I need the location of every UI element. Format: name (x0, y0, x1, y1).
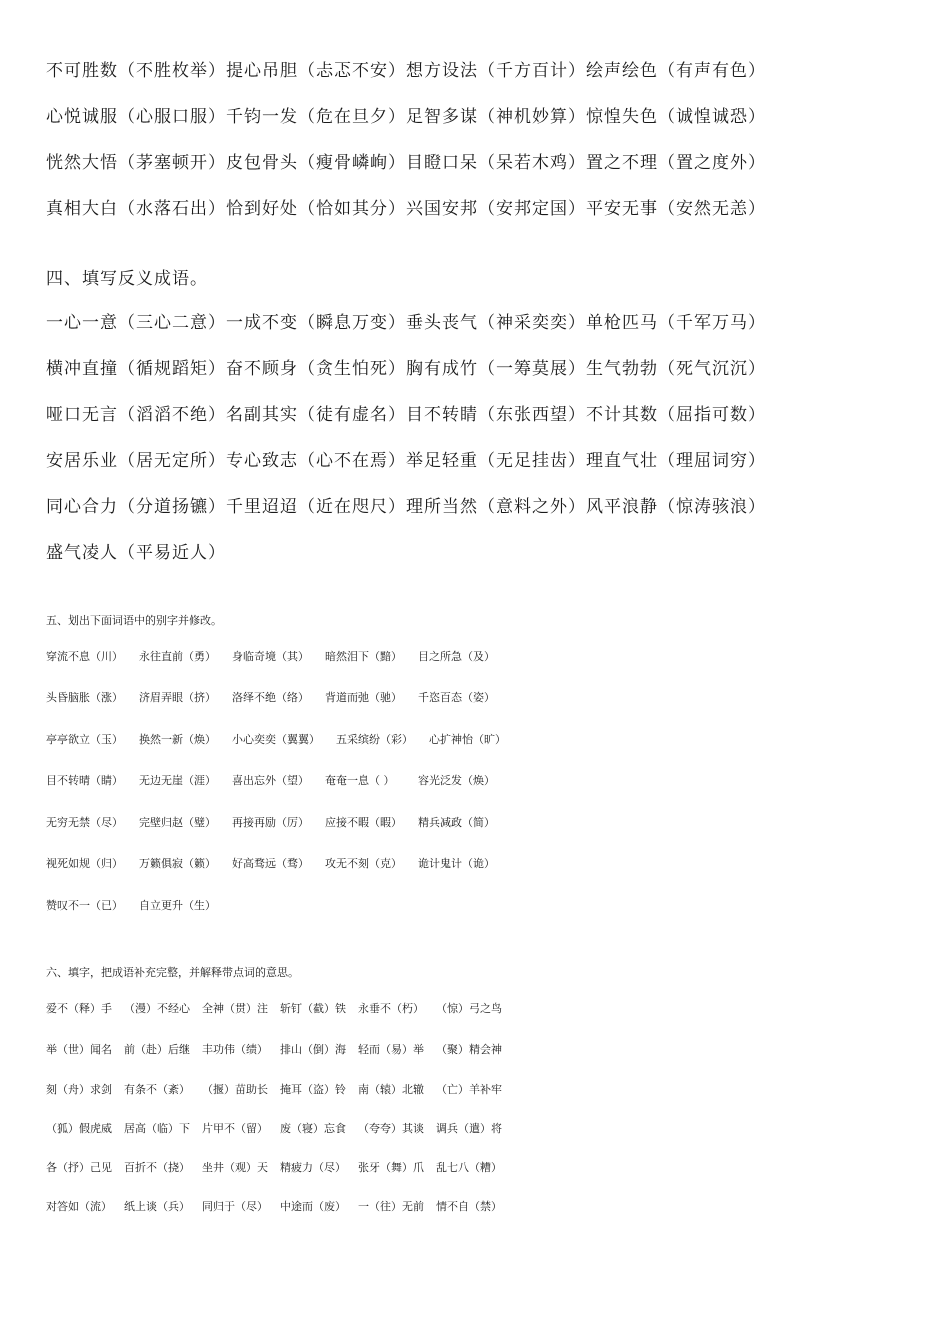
idiom-pair: 哑口无言（滔滔不绝） (46, 405, 226, 425)
idiom-item: 奄奄一息（ ） (325, 774, 395, 787)
idiom-row (46, 492, 766, 517)
idiom-row (46, 538, 226, 563)
idiom-item: （漫）不经心 (124, 1002, 190, 1015)
idiom-item: （狐）假虎威 (46, 1122, 112, 1135)
idiom-item: 千恣百态（姿） (418, 691, 495, 704)
idiom-item: 全神（贯）注 (202, 1002, 268, 1015)
idiom-item: 斩钉（截）铁 (280, 1002, 346, 1015)
idiom-item: 背道而弛（驰） (325, 691, 402, 704)
idiom-pair: 理直气壮（理屈词穷） (586, 451, 766, 471)
idiom-item: 洛绎不绝（络） (232, 691, 309, 704)
idiom-item: 张牙（舞）爪 (358, 1161, 424, 1174)
idiom-item: 无穷无禁（尽） (46, 816, 123, 829)
idiom-item: 诡计鬼计（诡） (418, 857, 495, 870)
idiom-pair: 千里迢迢（近在咫尺） (226, 497, 406, 517)
idiom-item: 五采缤纷（彩） (336, 733, 413, 746)
idiom-item: 轻而（易）举 (358, 1043, 424, 1056)
idiom-item: 同归于（尽） (202, 1200, 268, 1213)
idiom-item: 对答如（流） (46, 1200, 112, 1213)
idiom-pair: 一成不变（瞬息万变） (226, 313, 406, 333)
idiom-pair: 兴国安邦（安邦定国） (406, 199, 586, 219)
idiom-item: 一（往）无前 (358, 1200, 424, 1213)
idiom-item: 小心奕奕（翼翼） (232, 733, 320, 746)
idiom-pair: 名副其实（徒有虚名） (226, 405, 406, 425)
idiom-row (46, 772, 495, 788)
idiom-item: 应接不暇（暇） (325, 816, 402, 829)
idiom-pair: 真相大白（水落石出） (46, 199, 226, 219)
idiom-item: 心扩神怡（旷） (429, 733, 506, 746)
idiom-row (46, 102, 766, 127)
idiom-item: 视死如规（归） (46, 857, 123, 870)
idiom-pair: 足智多谋（神机妙算） (406, 107, 586, 127)
idiom-pair: 千钧一发（危在旦夕） (226, 107, 406, 127)
idiom-row (46, 1000, 502, 1016)
idiom-row (46, 1120, 502, 1136)
idiom-item: 永往直前（勇） (139, 650, 216, 663)
idiom-item: 自立更升（生） (139, 899, 216, 912)
section-heading: 五、划出下面词语中的别字并修改。 (46, 614, 222, 627)
idiom-item: （聚）精会神 (436, 1043, 502, 1056)
idiom-pair: 一心一意（三心二意） (46, 313, 226, 333)
idiom-row (46, 308, 766, 333)
idiom-pair: 单枪匹马（千军万马） (586, 313, 766, 333)
idiom-item: 精兵减政（简） (418, 816, 495, 829)
idiom-item: 爱不（释）手 (46, 1002, 112, 1015)
idiom-pair: 惊惶失色（诚惶诚恐） (586, 107, 766, 127)
idiom-row (46, 897, 216, 913)
idiom-item: 完壁归赵（璧） (139, 816, 216, 829)
idiom-item: 刻（舟）求剑 (46, 1083, 112, 1096)
idiom-item: 穿流不息（川） (46, 650, 123, 663)
idiom-item: 排山（倒）海 (280, 1043, 346, 1056)
idiom-pair: 恰到好处（恰如其分） (226, 199, 406, 219)
idiom-item: 目不转晴（睛） (46, 774, 123, 787)
section-heading: 六、填字，把成语补充完整，并解释带点词的意思。 (46, 966, 299, 979)
idiom-item: 亭亭欲立（玉） (46, 733, 123, 746)
idiom-pair: 横冲直撞（循规蹈矩） (46, 359, 226, 379)
idiom-item: 目之所急（及） (418, 650, 495, 663)
idiom-item: 赞叹不一（已） (46, 899, 123, 912)
idiom-item: 调兵（遣）将 (436, 1122, 502, 1135)
idiom-item: 好高骛远（骛） (232, 857, 309, 870)
idiom-item: 掩耳（盗）铃 (280, 1083, 346, 1096)
idiom-item: 有条不（紊） (124, 1083, 190, 1096)
idiom-item: （夸夸）其谈 (358, 1122, 424, 1135)
idiom-item: 济眉弄眼（挤） (139, 691, 216, 704)
idiom-row (46, 855, 495, 871)
idiom-row (46, 814, 495, 830)
idiom-item: 头昏脑胀（涨） (46, 691, 123, 704)
idiom-item: 喜出忘外（望） (232, 774, 309, 787)
idiom-item: 中途而（废） (280, 1200, 346, 1213)
idiom-pair: 举足轻重（无足挂齿） (406, 451, 586, 471)
idiom-item: 废（寝）忘食 (280, 1122, 346, 1135)
idiom-row (46, 731, 506, 747)
idiom-pair: 专心致志（心不在焉） (226, 451, 406, 471)
idiom-row (46, 1198, 502, 1214)
idiom-row (46, 446, 766, 471)
idiom-pair: 目不转睛（东张西望） (406, 405, 586, 425)
idiom-item: 身临奇境（其） (232, 650, 309, 663)
idiom-pair: 平安无事（安然无恙） (586, 199, 766, 219)
section-heading: 四、填写反义成语。 (46, 269, 208, 289)
idiom-item: 乱七八（糟） (436, 1161, 502, 1174)
idiom-item: 南（辕）北辙 (358, 1083, 424, 1096)
idiom-row (46, 689, 495, 705)
idiom-pair: 奋不顾身（贪生怕死） (226, 359, 406, 379)
idiom-item: 居高（临）下 (124, 1122, 190, 1135)
idiom-row (46, 148, 766, 173)
idiom-pair: 恍然大悟（茅塞顿开） (46, 153, 226, 173)
idiom-pair: 不可胜数（不胜枚举） (46, 61, 226, 81)
idiom-row (46, 1081, 502, 1097)
idiom-item: 丰功伟（绩） (202, 1043, 268, 1056)
idiom-item: 举（世）闻名 (46, 1043, 112, 1056)
idiom-item: 片甲不（留） (202, 1122, 268, 1135)
idiom-item: 万籁俱寂（籁） (139, 857, 216, 870)
idiom-pair: 想方设法（千方百计） (406, 61, 586, 81)
idiom-item: （揠）苗助长 (202, 1083, 268, 1096)
idiom-item: 精疲力（尽） (280, 1161, 346, 1174)
idiom-pair: 生气勃勃（死气沉沉） (586, 359, 766, 379)
idiom-pair: 胸有成竹（一筹莫展） (406, 359, 586, 379)
idiom-item: 暗然泪下（黯） (325, 650, 402, 663)
idiom-pair: 提心吊胆（忐忑不安） (226, 61, 406, 81)
idiom-pair: 垂头丧气（神采奕奕） (406, 313, 586, 333)
idiom-row (46, 1159, 502, 1175)
idiom-pair: 绘声绘色（有声有色） (586, 61, 766, 81)
idiom-row (46, 648, 495, 664)
idiom-pair: 皮包骨头（瘦骨嶙峋） (226, 153, 406, 173)
idiom-item: 纸上谈（兵） (124, 1200, 190, 1213)
idiom-row (46, 1041, 502, 1057)
idiom-item: 无边无崖（涯） (139, 774, 216, 787)
idiom-item: 容光泛发（焕） (418, 774, 495, 787)
idiom-item: 再接再励（厉） (232, 816, 309, 829)
idiom-pair: 不计其数（屈指可数） (586, 405, 766, 425)
idiom-pair: 目瞪口呆（呆若木鸡） (406, 153, 586, 173)
idiom-item: 前（赴）后继 (124, 1043, 190, 1056)
idiom-pair: 心悦诚服（心服口服） (46, 107, 226, 127)
idiom-row (46, 400, 766, 425)
idiom-item: 百折不（挠） (124, 1161, 190, 1174)
idiom-pair: 置之不理（置之度外） (586, 153, 766, 173)
idiom-pair: 理所当然（意料之外） (406, 497, 586, 517)
idiom-item: （惊）弓之鸟 (436, 1002, 502, 1015)
idiom-item: 各（抒）己见 (46, 1161, 112, 1174)
idiom-row (46, 56, 766, 81)
idiom-item: 坐井（观）天 (202, 1161, 268, 1174)
idiom-pair: 安居乐业（居无定所） (46, 451, 226, 471)
idiom-item: 换然一新（焕） (139, 733, 216, 746)
idiom-pair: 盛气凌人（平易近人） (46, 543, 226, 563)
idiom-row (46, 354, 766, 379)
idiom-item: （亡）羊补牢 (436, 1083, 502, 1096)
idiom-row (46, 194, 766, 219)
idiom-pair: 风平浪静（惊涛骇浪） (586, 497, 766, 517)
idiom-item: 情不自（禁） (436, 1200, 502, 1213)
idiom-item: 永垂不（朽） (358, 1002, 424, 1015)
idiom-pair: 同心合力（分道扬镳） (46, 497, 226, 517)
idiom-item: 攻无不刻（克） (325, 857, 402, 870)
